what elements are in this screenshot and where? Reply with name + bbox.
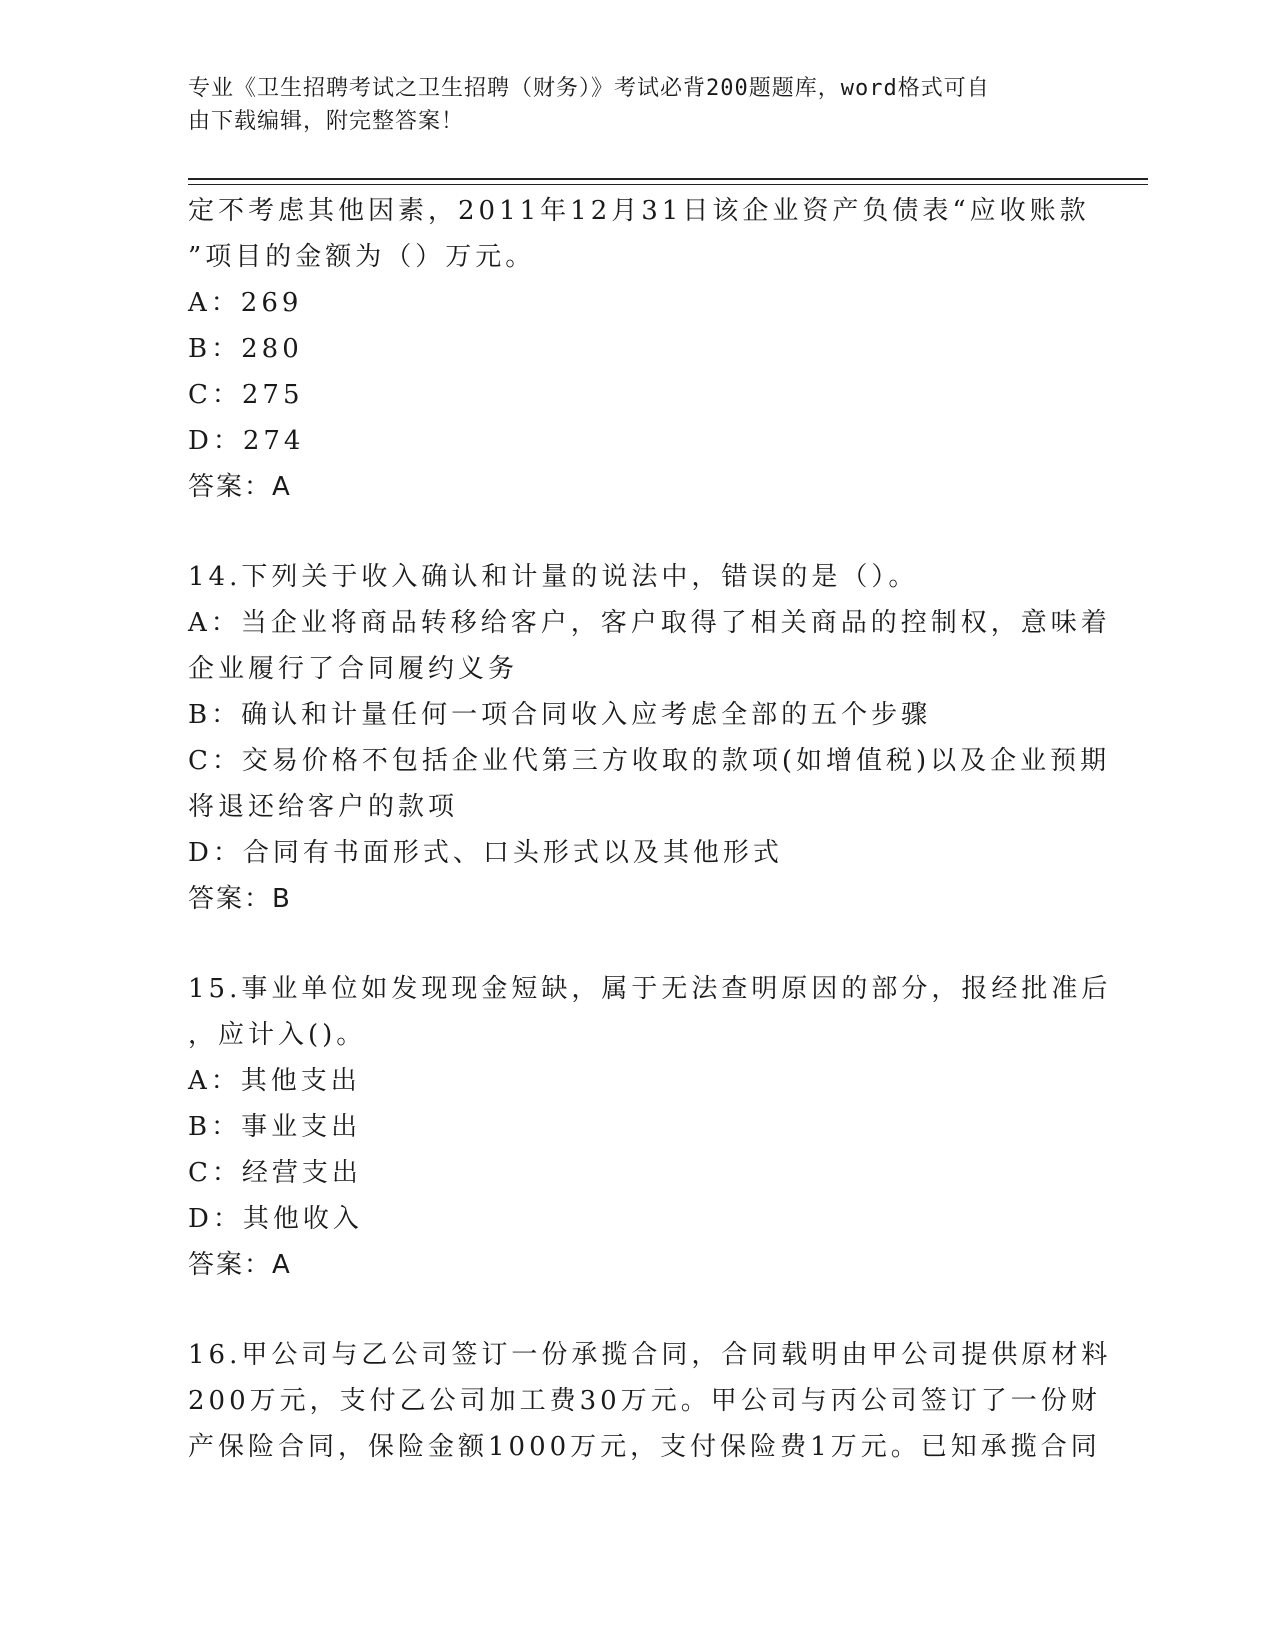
answer-line: 答案：B: [188, 884, 292, 914]
option-d: D：其他收入: [188, 1204, 363, 1234]
option-c: C：交易价格不包括企业代第三方收取的款项(如增值税)以及企业预期: [188, 746, 1111, 776]
option-d: D：合同有书面形式、口头形式以及其他形式: [188, 838, 783, 868]
answer-line: 答案：A: [188, 472, 292, 502]
question-16: [188, 1332, 1112, 1470]
option-b: B：确认和计量任何一项合同收入应考虑全部的五个步骤: [188, 700, 932, 730]
option-a-continued: 企业履行了合同履约义务: [188, 654, 519, 684]
question-stem: 产保险合同，保险金额1000万元，支付保险费1万元。已知承揽合同: [188, 1432, 1101, 1462]
header-divider-thick: [188, 178, 1148, 180]
option-a: A：269: [188, 288, 303, 318]
question-14: [188, 554, 1111, 922]
header-line-1: 专业《卫生招聘考试之卫生招聘（财务）》考试必背200题题库，word格式可自: [188, 76, 990, 101]
question-15: [188, 966, 1112, 1288]
question-list: [188, 188, 1112, 1470]
question-stem: ”项目的金额为（）万元。: [188, 242, 536, 272]
question-13: [188, 188, 1088, 510]
question-stem: 16.甲公司与乙公司签订一份承揽合同，合同载明由甲公司提供原材料: [188, 1340, 1112, 1370]
option-c: C：275: [188, 380, 304, 410]
option-a: A：其他支出: [188, 1066, 361, 1096]
option-c-continued: 将退还给客户的款项: [188, 792, 459, 822]
question-gap: [188, 922, 1088, 966]
option-b: B：280: [188, 334, 303, 364]
question-stem: 200万元，支付乙公司加工费30万元。甲公司与丙公司签订了一份财: [188, 1386, 1101, 1416]
header-line-2: 由下载编辑，附完整答案！: [188, 109, 465, 134]
option-b: B：事业支出: [188, 1112, 362, 1142]
answer-line: 答案：A: [188, 1250, 292, 1280]
document-header: [188, 72, 1068, 138]
option-d: D：274: [188, 426, 305, 456]
question-stem: 15.事业单位如发现现金短缺，属于无法查明原因的部分，报经批准后: [188, 974, 1112, 1004]
question-stem: ，应计入()。: [188, 1020, 367, 1050]
question-gap: [188, 1288, 1088, 1332]
question-stem: 14.下列关于收入确认和计量的说法中，错误的是（）。: [188, 562, 919, 592]
option-a: A：当企业将商品转移给客户，客户取得了相关商品的控制权，意味着: [188, 608, 1111, 638]
question-gap: [188, 510, 1088, 554]
header-divider-thin: [188, 184, 1148, 185]
question-stem: 定不考虑其他因素，2011年12月31日该企业资产负债表“应收账款: [188, 196, 1090, 226]
option-c: C：经营支出: [188, 1158, 362, 1188]
